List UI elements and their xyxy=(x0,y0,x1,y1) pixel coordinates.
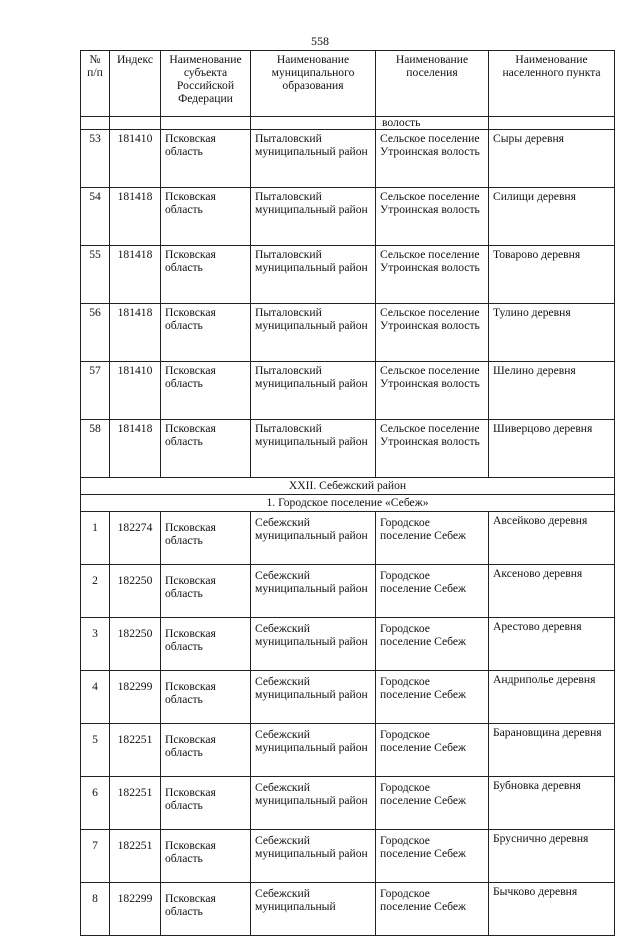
cell-subject: Псковская область xyxy=(161,883,251,936)
table-row xyxy=(81,883,615,936)
cell-number: 58 xyxy=(81,420,110,478)
header-municipality: Наименование муниципального образования xyxy=(251,51,376,117)
cell-index: 181418 xyxy=(110,246,161,304)
cell-index: 181418 xyxy=(110,304,161,362)
cell-number: 3 xyxy=(81,618,110,671)
cell-settlement: Городское поселение Себеж xyxy=(376,724,489,777)
cell-index: 182299 xyxy=(110,671,161,724)
cell-municipality: Пыталовский муниципальный район xyxy=(251,304,376,362)
cell-municipality: Пыталовский муниципальный район xyxy=(251,246,376,304)
page-number: 558 xyxy=(311,34,329,48)
cell-locality: Шелино деревня xyxy=(489,362,615,420)
cell-index: 182251 xyxy=(110,830,161,883)
continuation-row xyxy=(81,117,615,130)
cell-municipality: Себежский муниципальный xyxy=(251,883,376,936)
continuation-cell xyxy=(251,117,376,130)
cell-settlement: Городское поселение Себеж xyxy=(376,777,489,830)
cell-subject: Псковская область xyxy=(161,830,251,883)
cell-settlement: Городское поселение Себеж xyxy=(376,565,489,618)
cell-municipality: Себежский муниципальный район xyxy=(251,618,376,671)
table-row xyxy=(81,671,615,724)
cell-settlement: Городское поселение Себеж xyxy=(376,883,489,936)
cell-locality: Авсейково деревня xyxy=(489,512,615,565)
cell-index: 182274 xyxy=(110,512,161,565)
cell-municipality: Себежский муниципальный район xyxy=(251,830,376,883)
header-subject: Наименование субъекта Российской Федерации xyxy=(161,51,251,117)
header-locality: Наименование населенного пункта xyxy=(489,51,615,117)
table-row xyxy=(81,304,615,362)
cell-subject: Псковская область xyxy=(161,512,251,565)
cell-index: 182251 xyxy=(110,724,161,777)
header-settlement: Наименование поселения xyxy=(376,51,489,117)
cell-settlement: Городское поселение Себеж xyxy=(376,618,489,671)
cell-subject: Псковская область xyxy=(161,618,251,671)
cell-settlement: Сельское поселение Утроинская волость xyxy=(376,362,489,420)
cell-number: 4 xyxy=(81,671,110,724)
cell-index: 182250 xyxy=(110,565,161,618)
cell-index: 181410 xyxy=(110,362,161,420)
continuation-settlement: волость xyxy=(376,117,489,130)
cell-locality: Барановщина деревня xyxy=(489,724,615,777)
table-row xyxy=(81,188,615,246)
cell-locality: Бруснично деревня xyxy=(489,830,615,883)
cell-number: 56 xyxy=(81,304,110,362)
cell-number: 1 xyxy=(81,512,110,565)
cell-subject: Псковская область xyxy=(161,777,251,830)
table-row xyxy=(81,724,615,777)
settlements-table xyxy=(80,50,615,936)
table-row xyxy=(81,420,615,478)
cell-subject: Псковская область xyxy=(161,362,251,420)
cell-number: 7 xyxy=(81,830,110,883)
cell-number: 6 xyxy=(81,777,110,830)
cell-settlement: Городское поселение Себеж xyxy=(376,830,489,883)
cell-locality: Бубновка деревня xyxy=(489,777,615,830)
table-header-row xyxy=(81,51,615,117)
cell-locality: Арестово деревня xyxy=(489,618,615,671)
cell-index: 181410 xyxy=(110,130,161,188)
cell-municipality: Себежский муниципальный район xyxy=(251,565,376,618)
cell-municipality: Себежский муниципальный район xyxy=(251,777,376,830)
settlement-heading: 1. Городское поселение «Себеж» xyxy=(81,495,615,512)
continuation-cell xyxy=(110,117,161,130)
table-row xyxy=(81,777,615,830)
continuation-cell xyxy=(161,117,251,130)
cell-subject: Псковская область xyxy=(161,724,251,777)
cell-locality: Аксеново деревня xyxy=(489,565,615,618)
table-row xyxy=(81,130,615,188)
cell-index: 181418 xyxy=(110,420,161,478)
cell-number: 55 xyxy=(81,246,110,304)
table-row xyxy=(81,246,615,304)
header-no: № п/п xyxy=(81,51,110,117)
cell-locality: Андриполье деревня xyxy=(489,671,615,724)
cell-number: 53 xyxy=(81,130,110,188)
cell-municipality: Пыталовский муниципальный район xyxy=(251,420,376,478)
cell-subject: Псковская область xyxy=(161,420,251,478)
continuation-cell xyxy=(489,117,615,130)
continuation-cell xyxy=(81,117,110,130)
cell-locality: Сыры деревня xyxy=(489,130,615,188)
cell-number: 8 xyxy=(81,883,110,936)
cell-subject: Псковская область xyxy=(161,565,251,618)
cell-number: 57 xyxy=(81,362,110,420)
cell-locality: Товарово деревня xyxy=(489,246,615,304)
cell-index: 182299 xyxy=(110,883,161,936)
table-row xyxy=(81,512,615,565)
cell-settlement: Городское поселение Себеж xyxy=(376,671,489,724)
cell-municipality: Пыталовский муниципальный район xyxy=(251,188,376,246)
cell-subject: Псковская область xyxy=(161,671,251,724)
cell-subject: Псковская область xyxy=(161,246,251,304)
cell-subject: Псковская область xyxy=(161,304,251,362)
cell-subject: Псковская область xyxy=(161,130,251,188)
cell-index: 182251 xyxy=(110,777,161,830)
cell-settlement: Сельское поселение Утроинская волость xyxy=(376,420,489,478)
cell-number: 54 xyxy=(81,188,110,246)
header-index: Индекс xyxy=(110,51,161,117)
cell-index: 182250 xyxy=(110,618,161,671)
cell-number: 2 xyxy=(81,565,110,618)
cell-locality: Силищи деревня xyxy=(489,188,615,246)
cell-number: 5 xyxy=(81,724,110,777)
cell-locality: Тулино деревня xyxy=(489,304,615,362)
cell-municipality: Себежский муниципальный район xyxy=(251,671,376,724)
table-row xyxy=(81,618,615,671)
cell-settlement: Городское поселение Себеж xyxy=(376,512,489,565)
district-heading: XXII. Себежский район xyxy=(81,478,615,495)
settlement-heading-row xyxy=(81,495,615,512)
cell-settlement: Сельское поселение Утроинская волость xyxy=(376,130,489,188)
cell-settlement: Сельское поселение Утроинская волость xyxy=(376,188,489,246)
cell-subject: Псковская область xyxy=(161,188,251,246)
district-heading-row xyxy=(81,478,615,495)
table-row xyxy=(81,565,615,618)
cell-settlement: Сельское поселение Утроинская волость xyxy=(376,246,489,304)
cell-municipality: Себежский муниципальный район xyxy=(251,724,376,777)
cell-municipality: Себежский муниципальный район xyxy=(251,512,376,565)
cell-settlement: Сельское поселение Утроинская волость xyxy=(376,304,489,362)
table-row xyxy=(81,830,615,883)
cell-index: 181418 xyxy=(110,188,161,246)
cell-municipality: Пыталовский муниципальный район xyxy=(251,130,376,188)
cell-locality: Бычково деревня xyxy=(489,883,615,936)
table-row xyxy=(81,362,615,420)
cell-locality: Шиверцово деревня xyxy=(489,420,615,478)
cell-municipality: Пыталовский муниципальный район xyxy=(251,362,376,420)
